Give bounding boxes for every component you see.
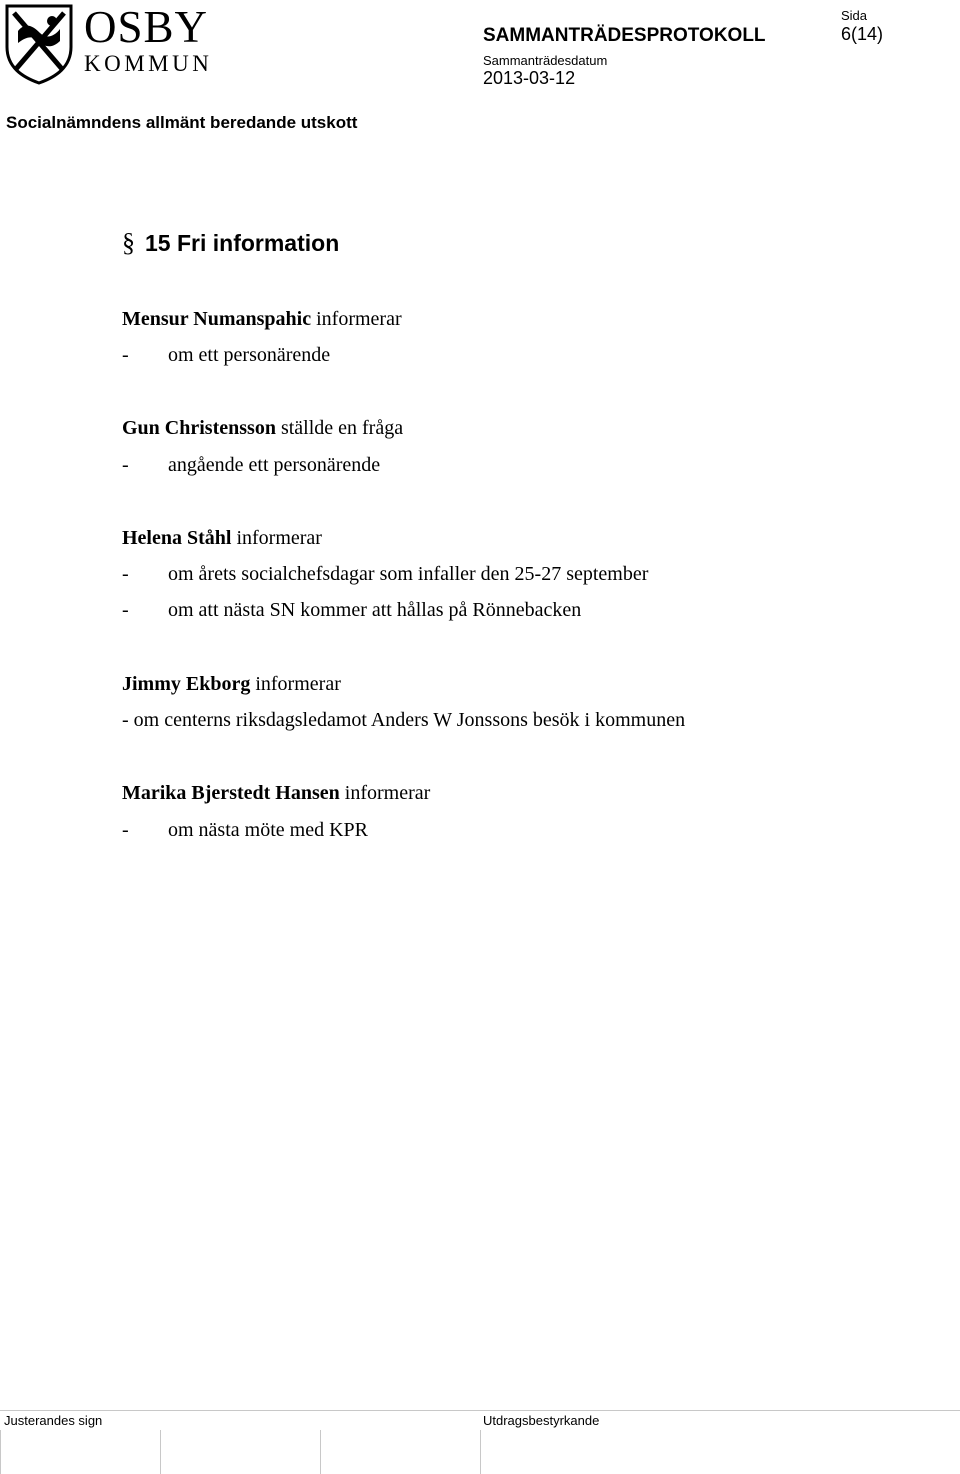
footer-divider bbox=[0, 1410, 960, 1411]
signature-box-divider bbox=[0, 1430, 1, 1474]
point-text: om att nästa SN kommer att hållas på Rönnebacken bbox=[168, 599, 582, 621]
item-point: - om centerns riksdagsledamot Anders W Jonssons besök i kommunen bbox=[122, 709, 686, 731]
meeting-date-label: Sammanträdesdatum bbox=[483, 53, 608, 68]
section-title: 15 Fri information bbox=[145, 230, 340, 256]
item-verb: informerar bbox=[236, 527, 322, 549]
section-symbol: § bbox=[122, 228, 135, 257]
footer-utdragsbestyrkande-label: Utdragsbestyrkande bbox=[483, 1413, 600, 1428]
brand-name: OSBY bbox=[84, 2, 209, 52]
point-text: om årets socialchefsdagar som infaller den 25-27 september bbox=[168, 563, 649, 585]
item-point: - om nästa möte med KPR bbox=[122, 819, 368, 841]
document-type: SAMMANTRÄDESPROTOKOLL bbox=[483, 25, 766, 46]
item-point: - om årets socialchefsdagar som infaller den 25-27 september bbox=[122, 563, 649, 585]
item-heading bbox=[122, 526, 322, 550]
municipality-brand bbox=[84, 4, 212, 76]
item-verb: ställde en fråga bbox=[280, 417, 404, 439]
committee-name: Socialnämndens allmänt beredande utskott bbox=[6, 113, 358, 132]
item-heading bbox=[122, 672, 341, 696]
item-point: - om ett personärende bbox=[122, 344, 331, 366]
signature-box-divider bbox=[480, 1430, 481, 1474]
person-name: Jimmy Ekborg bbox=[122, 673, 251, 695]
signature-box-divider bbox=[160, 1430, 161, 1474]
point-text: angående ett personärende bbox=[168, 454, 381, 476]
item-heading bbox=[122, 416, 403, 440]
item-verb: informerar bbox=[316, 308, 402, 330]
item-verb: informerar bbox=[255, 673, 341, 695]
section-heading bbox=[122, 228, 339, 258]
person-name: Helena Ståhl bbox=[122, 527, 232, 549]
meeting-date: 2013-03-12 bbox=[483, 68, 576, 88]
osby-coat-of-arms-logo bbox=[4, 3, 74, 85]
item-verb: informerar bbox=[344, 782, 431, 804]
item-point: - om att nästa SN kommer att hållas på Rönnebacken bbox=[122, 599, 582, 621]
point-text: om ett personärende bbox=[168, 344, 331, 366]
item-heading bbox=[122, 307, 402, 331]
page-label: Sida bbox=[841, 8, 868, 23]
person-name: Mensur Numanspahic bbox=[122, 308, 312, 330]
point-text: om centerns riksdagsledamot Anders W Jonssons besök i kommunen bbox=[133, 709, 686, 731]
item-heading bbox=[122, 781, 430, 805]
point-text: om nästa möte med KPR bbox=[168, 819, 368, 841]
item-point: - angående ett personärende bbox=[122, 454, 381, 476]
footer-justerandes-sign-label: Justerandes sign bbox=[4, 1413, 103, 1428]
page-number: 6(14) bbox=[841, 24, 884, 44]
signature-box-divider bbox=[320, 1430, 321, 1474]
person-name: Marika Bjerstedt Hansen bbox=[122, 782, 340, 804]
person-name: Gun Christensson bbox=[122, 417, 276, 439]
brand-subtitle: KOMMUN bbox=[84, 51, 213, 76]
